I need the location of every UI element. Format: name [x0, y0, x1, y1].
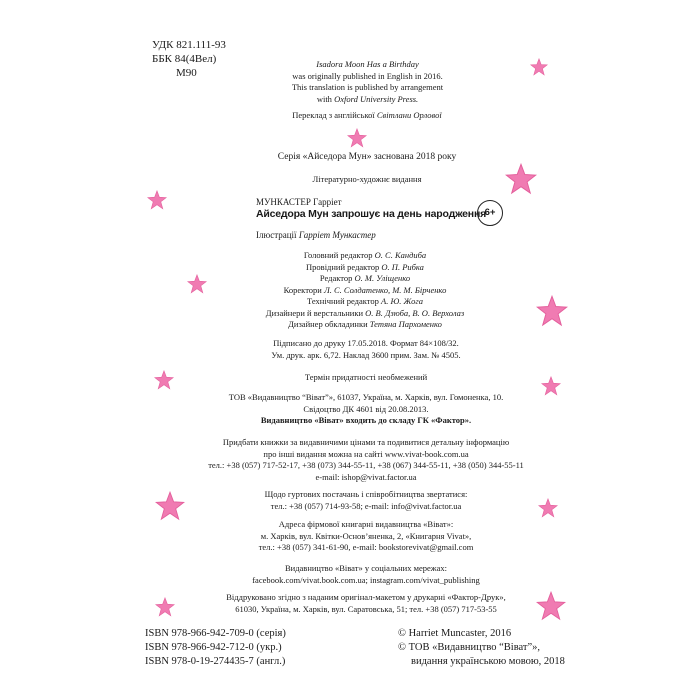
editor-line [240, 250, 490, 262]
illustrator-name: Гарріет Мункастер [298, 230, 376, 240]
original-title: Isadora Moon Has a Birthday [316, 59, 419, 69]
star-icon [187, 274, 207, 294]
original-line: was originally published in English in 2016. [292, 70, 443, 81]
isbn-ukr: ISBN 978-966-942-712-0 (укр.) [145, 642, 282, 653]
copyright-author: © Harriet Muncaster, 2016 [398, 628, 512, 639]
star-icon [155, 491, 185, 521]
illustrations-prefix: Ілюстрації [256, 230, 299, 240]
editor-line [240, 273, 490, 285]
editor-line [240, 262, 490, 274]
publisher-address: ТОВ «Видавництво “Віват”», 61037, Україна, м. Харків, вул. Гомоненка, 10. [228, 392, 504, 402]
printed-address: 61030, Україна, м. Харків, вул. Саратовська, 51; тел. +38 (057) 717-53-55 [235, 603, 497, 614]
store-line: Адреса фірмової книгарні видавництва «Віват»: [278, 519, 454, 529]
store-address: м. Харків, вул. Квітки-Основ’яненка, 2, «Книгарня Vivat», [260, 530, 472, 541]
editor-line [240, 319, 490, 331]
editor-role: Дизайнер обкладинки [288, 319, 370, 329]
star-icon [347, 128, 367, 148]
social-media-info [200, 563, 532, 586]
shelf-life: Термін придатності необмежений [304, 372, 428, 382]
bookstore-info [200, 519, 532, 554]
star-icon [155, 597, 175, 617]
print-line: Ум. друк. арк. 6,72. Наклад 3600 прим. Зам. № 4505. [271, 350, 461, 360]
editor-line [240, 296, 490, 308]
buy-line: про інші видання можна на сайті www.vivat-book.com.ua [263, 448, 469, 459]
classification-codes [152, 38, 226, 80]
wholesale-line: Щодо гуртових постачань і співробітництва звертатися: [264, 489, 468, 499]
star-icon [505, 163, 537, 195]
translation-credit [262, 110, 472, 122]
isbn-list [145, 627, 286, 669]
translation-prefix: Переклад з англійської [292, 110, 377, 120]
editor-role: Провідний редактор [306, 261, 382, 272]
buy-phones: тел.: +38 (057) 717-52-17, +38 (073) 344-55-11, +38 (067) 344-55-11, +38 (050) 344-55-11 [208, 460, 524, 470]
editor-name: О. С. Кандиба [374, 250, 427, 260]
original-publication-note [265, 59, 470, 105]
author: МУНКАСТЕР Гарріет [256, 197, 342, 207]
editor-name: О. М. Уліщенко [354, 273, 411, 283]
editor-role: Коректори [283, 284, 324, 295]
star-icon [538, 498, 558, 518]
publisher-info [200, 392, 532, 427]
bbk-code: ББК 84(4Вел) [152, 53, 217, 65]
editor-role: Технічний редактор [307, 296, 382, 306]
buy-line: Придбати книжки за видавничими цінами та подивитися детальну інформацію [222, 437, 510, 447]
book-title: Айседора Мун запрошує на день народження [256, 208, 487, 220]
buy-email: e-mail: ishop@vivat.factor.ua [315, 471, 417, 482]
printed-line: Віддруковано згідно з наданим оригінал-макетом у друкарні «Фактор-Друк», [226, 592, 506, 602]
udk-code: УДК 821.111-93 [152, 39, 226, 51]
wholesale-info [210, 489, 522, 512]
publisher-certificate: Свідоцтво ДК 4601 від 20.08.2013. [303, 403, 429, 414]
genre: Літературно-художнє видання [312, 174, 422, 184]
author-mark: М90 [176, 67, 197, 79]
translator-name: Світлани Орлової [376, 110, 442, 120]
editor-role: Головний редактор [303, 250, 375, 260]
star-icon [154, 370, 174, 390]
wholesale-contacts: тел.: +38 (057) 714-93-58; e-mail: info@vivat.factor.ua [270, 500, 462, 511]
star-icon [541, 376, 561, 396]
star-icon [536, 295, 568, 327]
copyright-notice [398, 627, 565, 669]
isbn-eng: ISBN 978-0-19-274435-7 (англ.) [145, 656, 286, 667]
editor-name: Тетяна Пархоменко [369, 319, 442, 329]
editor-name: Л. С. Солдатенко, М. М. Бірченко [323, 284, 447, 295]
editor-line [240, 285, 490, 297]
editor-role: Дизайнери й верстальники [265, 307, 366, 318]
isbn-series: ISBN 978-966-942-709-0 (серія) [145, 628, 286, 639]
buy-info [170, 437, 562, 483]
social-links: facebook.com/vivat.book.com.ua; instagram.com/vivat_publishing [252, 574, 480, 585]
age-rating-badge: 6+ [477, 200, 503, 226]
original-line: This translation is published by arrangement [291, 82, 444, 92]
star-icon [530, 58, 548, 76]
copyright-publisher: © ТОВ «Видавництво “Віват”», [398, 642, 541, 653]
editorial-staff [240, 250, 490, 331]
editor-role: Редактор [319, 273, 355, 283]
printing-house-info [186, 592, 546, 615]
print-info [238, 337, 494, 361]
editor-line [240, 308, 490, 320]
social-line: Видавництво «Віват» у соціальних мережах: [284, 563, 448, 573]
editor-name: А. Ю. Жога [381, 296, 423, 306]
original-line: with [316, 93, 335, 104]
copyright-edition: видання українською мовою, 2018 [411, 656, 565, 667]
editor-name: О. В. Дзюба, В. О. Верхолаз [365, 307, 465, 318]
print-line: Підписано до друку 17.05.2018. Формат 84×108/32. [273, 338, 459, 348]
original-publisher: Oxford University Press. [334, 93, 419, 104]
store-contacts: тел.: +38 (057) 341-61-90, e-mail: bookstorevivat@gmail.com [258, 542, 474, 552]
series-info: Серія «Айседора Мун» заснована 2018 року [277, 152, 457, 162]
illustrations-credit [256, 230, 376, 240]
editor-name: О. П. Рибка [381, 261, 424, 272]
publisher-group: Видавництво «Віват» входить до складу ГК «Фактор». [260, 415, 472, 425]
star-icon [147, 190, 167, 210]
